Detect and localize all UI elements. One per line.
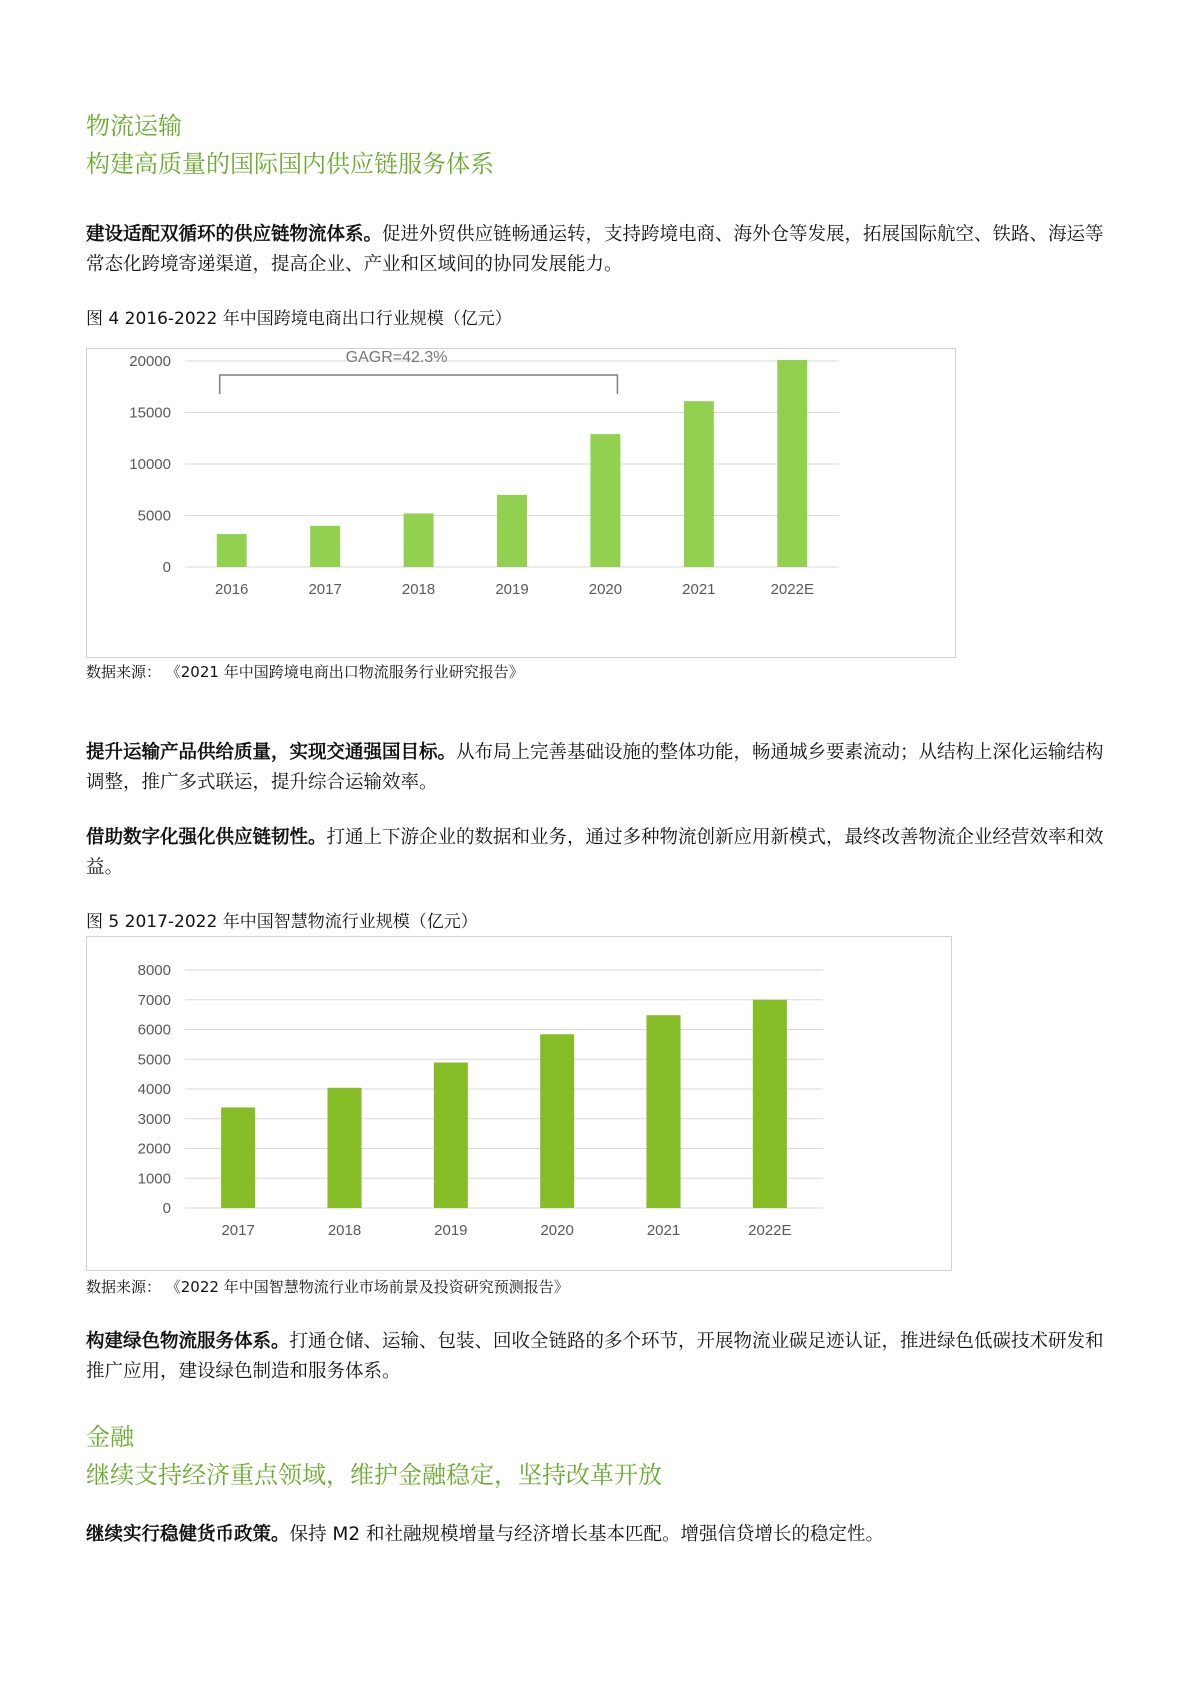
x-tick-label: 2017 [221,1222,255,1239]
figure-5-source: 数据来源： 《2022 年中国智慧物流行业市场前景及投资研究预测报告》 [86,1278,569,1296]
y-tick-label: 0 [162,1200,171,1217]
x-tick-label: 2018 [401,581,436,598]
paragraph-body: 从布局上完善基础设施的整体功能，畅通城乡要素流动；从结构上深化运输结构调整，推广多式联运，提升综合运输效率。 [86,742,1104,793]
y-tick-label: 0 [162,559,171,576]
x-tick-label: 2021 [646,1222,681,1239]
y-tick-label: 5000 [137,507,171,525]
figure-5-chart-svg [87,937,951,1270]
paragraph-lead: 借助数字化强化供应链韧性。 [86,827,327,848]
x-tick-label: 2019 [495,581,529,598]
bar [753,1000,787,1208]
paragraph-digital [86,823,1106,883]
bar [777,360,807,567]
figure-4-source: 数据来源： 《2021 年中国跨境电商出口物流服务行业研究报告》 [86,663,524,681]
y-tick-label: 3000 [137,1110,171,1128]
x-tick-label: 2022E [770,581,814,598]
x-tick-label: 2017 [308,581,342,598]
bar [327,1088,361,1208]
section-title-finance: 金融 [86,1423,134,1451]
bar [310,526,340,567]
y-tick-label: 8000 [137,962,171,979]
y-tick-label: 10000 [129,456,171,473]
paragraph-supply-chain [86,220,1106,280]
figure-4-caption: 图 4 2016-2022 年中国跨境电商出口行业规模（亿元） [86,309,512,329]
bar [684,401,714,567]
paragraph-body: 打通仓储、运输、包装、回收全链路的多个环节，开展物流业碳足迹认证，推进绿色低碳技术研发和推广应用，建设绿色制造和服务体系。 [86,1331,1104,1382]
paragraph-monetary [86,1520,1106,1550]
paragraph-transport [86,738,1106,798]
paragraph-lead: 继续实行稳健货币政策。 [86,1524,290,1545]
figure-5-caption: 图 5 2017-2022 年中国智慧物流行业规模（亿元） [86,912,478,932]
bar [404,513,434,567]
bar [646,1015,680,1208]
bar [540,1034,574,1208]
paragraph-green [86,1327,1106,1387]
figure-5-chart [86,936,952,1271]
bar [590,434,620,567]
x-tick-label: 2018 [327,1222,362,1239]
x-tick-label: 2016 [215,581,249,598]
bar [217,534,247,567]
paragraph-lead: 构建绿色物流服务体系。 [86,1331,290,1352]
y-tick-label: 5000 [137,1051,171,1069]
section-subtitle-logistics: 构建高质量的国际国内供应链服务体系 [86,150,494,178]
y-tick-label: 4000 [137,1081,171,1098]
x-tick-label: 2020 [540,1222,574,1239]
section-title-logistics: 物流运输 [86,112,182,140]
bar [497,495,527,567]
paragraph-body: 打通上下游企业的数据和业务，通过多种物流创新应用新模式，最终改善物流企业经营效率和效益。 [86,827,1104,878]
x-tick-label: 2021 [682,581,716,598]
section-subtitle-finance: 继续支持经济重点领域，维护金融稳定，坚持改革开放 [86,1461,662,1489]
y-tick-label: 1000 [137,1170,171,1188]
y-tick-label: 7000 [137,991,171,1009]
x-tick-label: 2022E [748,1222,792,1239]
x-tick-label: 2019 [434,1222,468,1239]
y-tick-label: 6000 [137,1021,171,1039]
growth-bracket [220,375,618,394]
paragraph-lead: 提升运输产品供给质量，实现交通强国目标。 [86,742,457,763]
paragraph-body: 保持 M2 和社融规模增量与经济增长基本匹配。增强信贷增长的稳定性。 [289,1524,885,1545]
figure-4-chart [86,348,956,658]
bar [434,1063,468,1208]
paragraph-body: 促进外贸供应链畅通运转，支持跨境电商、海外仓等发展，拓展国际航空、铁路、海运等常态化跨境寄递渠道，提高企业、产业和区域间的协同发展能力。 [86,224,1104,275]
y-tick-label: 2000 [137,1140,171,1158]
y-tick-label: 15000 [129,404,171,422]
figure-4-chart-svg [87,349,955,657]
growth-annotation: GAGR=42.3% [345,349,448,366]
x-tick-label: 2020 [588,581,623,598]
bar [221,1107,255,1208]
paragraph-lead: 建设适配双循环的供应链物流体系。 [86,224,383,245]
y-tick-label: 20000 [129,353,171,370]
